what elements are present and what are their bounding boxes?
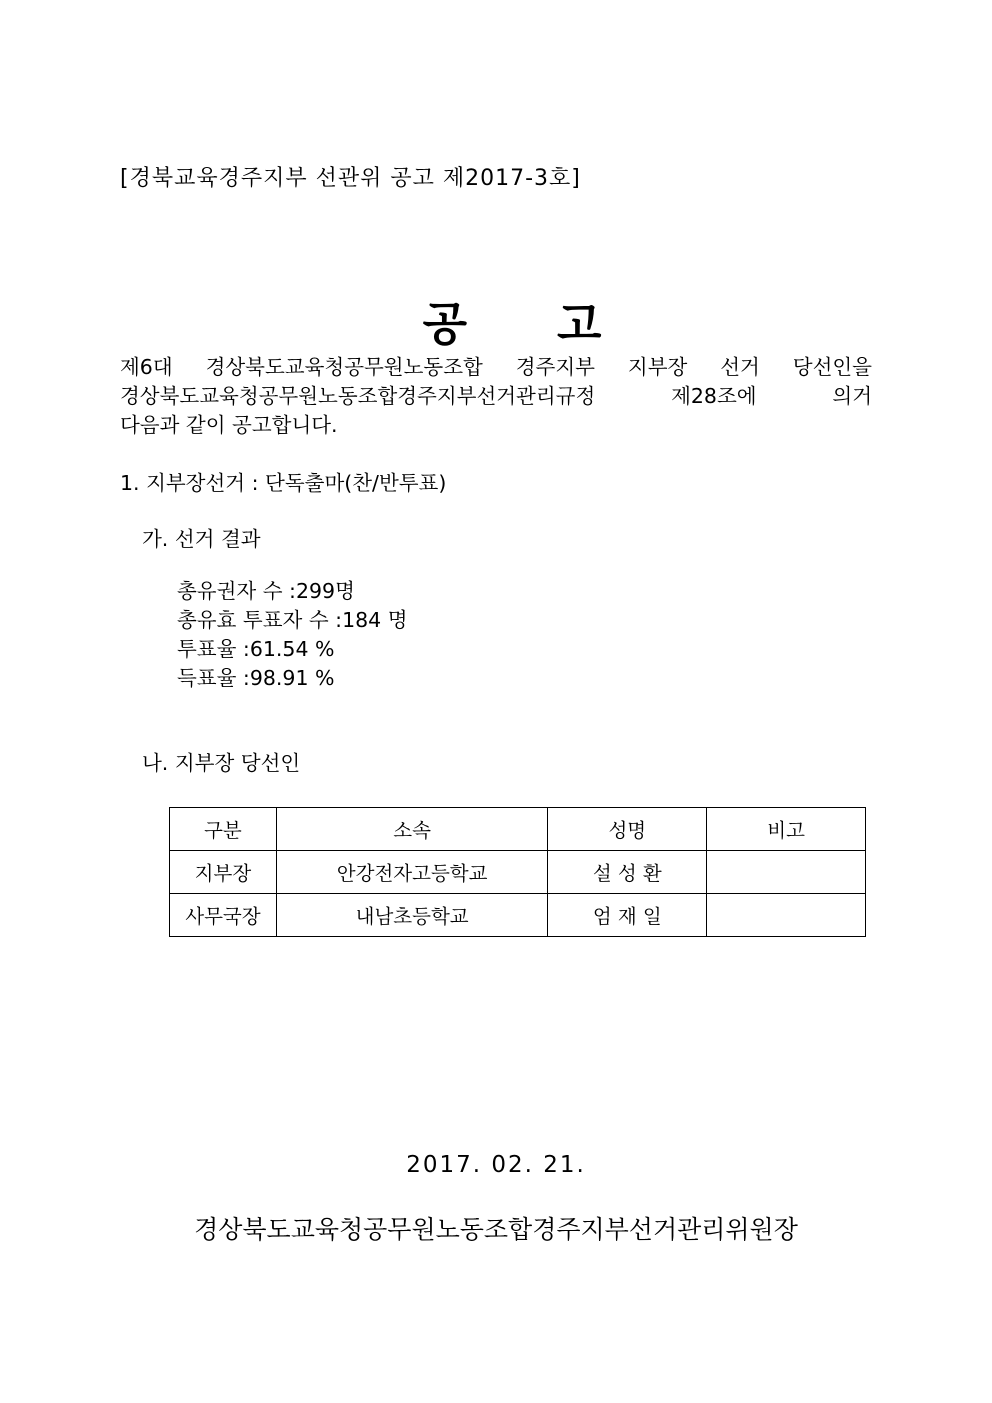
section-heading-1: 1. 지부장선거 : 단독출마(찬/반투표)	[120, 471, 447, 495]
cell-name: 설 성 환	[548, 851, 707, 894]
notice-reference: [경북교육경주지부 선관위 공고 제2017-3호]	[120, 166, 581, 191]
cell-affiliation: 내남초등학교	[276, 894, 548, 937]
header-category: 구분	[170, 808, 277, 851]
intro-line-1: 제6대 경상북도교육청공무원노동조합 경주지부 지부장 선거 당선인을	[120, 355, 872, 379]
cell-remarks	[707, 894, 866, 937]
cell-remarks	[707, 851, 866, 894]
table-row	[170, 894, 866, 937]
intro-line-2: 경상북도교육청공무원노동조합경주지부선거관리규정 제28조에 의거	[120, 384, 872, 408]
cell-category: 사무국장	[170, 894, 277, 937]
vote-share: 득표율 :98.91 %	[177, 666, 335, 690]
subsection-winners-heading: 나. 지부장 당선인	[142, 751, 301, 775]
results-list	[177, 577, 408, 693]
table-header-row	[170, 808, 866, 851]
header-name: 성명	[548, 808, 707, 851]
intro-paragraph	[120, 353, 872, 440]
table-row	[170, 851, 866, 894]
header-remarks: 비고	[707, 808, 866, 851]
turnout: 투표율 :61.54 %	[177, 637, 335, 661]
notice-date: 2017. 02. 21.	[406, 1152, 586, 1178]
cell-name: 엄 재 일	[548, 894, 707, 937]
cell-affiliation: 안강전자고등학교	[276, 851, 548, 894]
cell-category: 지부장	[170, 851, 277, 894]
header-affiliation: 소속	[276, 808, 548, 851]
winners-table	[169, 807, 866, 937]
issuer-signature: 경상북도교육청공무원노동조합경주지부선거관리위원장	[194, 1215, 798, 1244]
intro-line-3: 다음과 같이 공고합니다.	[120, 413, 338, 437]
title-char-1: 공	[422, 297, 468, 351]
title-char-2: 고	[557, 297, 602, 351]
valid-votes: 총유효 투표자 수 :184 명	[177, 608, 408, 632]
page-title	[0, 234, 992, 354]
subsection-results-heading: 가. 선거 결과	[142, 527, 261, 551]
total-voters: 총유권자 수 :299명	[177, 579, 355, 603]
